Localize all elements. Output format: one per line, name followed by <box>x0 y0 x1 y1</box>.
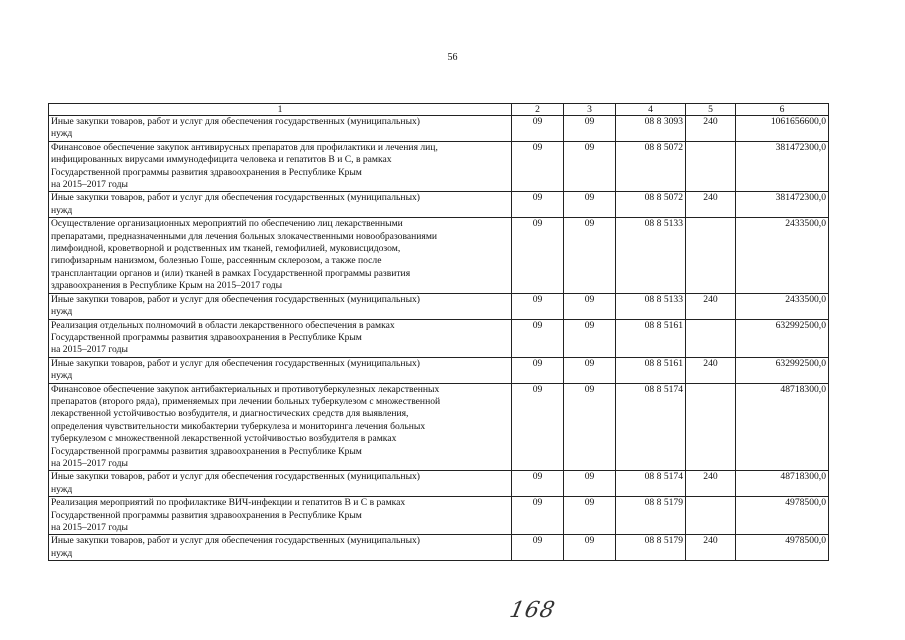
row-target-code: 08 8 5161 <box>616 319 686 357</box>
row-description: Реализация мероприятий по профилактике ВИЧ-инфекции и гепатитов В и С в рамках Государственной программы развития здравоохранения в Республике Крым на 2015–2017 годы <box>49 497 512 535</box>
row-target-code: 08 8 5133 <box>616 293 686 319</box>
row-amount: 381472300,0 <box>736 141 829 192</box>
row-section-code: 09 <box>512 535 564 561</box>
row-expense-type <box>686 319 736 357</box>
row-description: Иные закупки товаров, работ и услуг для обеспечения государственных (муниципальных) нужд <box>49 116 512 142</box>
table-row <box>49 471 829 497</box>
row-amount: 632992500,0 <box>736 357 829 383</box>
row-target-code: 08 8 5174 <box>616 471 686 497</box>
row-section-code: 09 <box>512 218 564 293</box>
row-subsection-code: 09 <box>564 471 616 497</box>
row-subsection-code: 09 <box>564 192 616 218</box>
row-expense-type: 240 <box>686 535 736 561</box>
row-expense-type: 240 <box>686 357 736 383</box>
row-section-code: 09 <box>512 319 564 357</box>
budget-table <box>48 103 829 561</box>
table-row <box>49 535 829 561</box>
row-expense-type <box>686 141 736 192</box>
row-amount: 381472300,0 <box>736 192 829 218</box>
table-row <box>49 116 829 142</box>
row-subsection-code: 09 <box>564 293 616 319</box>
row-amount: 2433500,0 <box>736 293 829 319</box>
row-expense-type: 240 <box>686 192 736 218</box>
row-target-code: 08 8 3093 <box>616 116 686 142</box>
row-section-code: 09 <box>512 357 564 383</box>
table-row <box>49 218 829 293</box>
row-section-code: 09 <box>512 293 564 319</box>
row-target-code: 08 8 5179 <box>616 497 686 535</box>
row-target-code: 08 8 5072 <box>616 192 686 218</box>
row-subsection-code: 09 <box>564 319 616 357</box>
row-section-code: 09 <box>512 497 564 535</box>
header-col-3: 3 <box>564 104 616 116</box>
row-amount: 1061656600,0 <box>736 116 829 142</box>
row-subsection-code: 09 <box>564 357 616 383</box>
table-row <box>49 319 829 357</box>
row-description: Реализация отдельных полномочий в области лекарственного обеспечения в рамках Государственной программы развития здравоохранения в Республике Крым на 2015–2017 годы <box>49 319 512 357</box>
handwritten-page-number: 168 <box>507 598 558 623</box>
row-expense-type: 240 <box>686 116 736 142</box>
row-subsection-code: 09 <box>564 116 616 142</box>
row-subsection-code: 09 <box>564 497 616 535</box>
row-subsection-code: 09 <box>564 141 616 192</box>
header-col-1: 1 <box>49 104 512 116</box>
row-expense-type <box>686 383 736 471</box>
row-amount: 4978500,0 <box>736 497 829 535</box>
row-target-code: 08 8 5174 <box>616 383 686 471</box>
row-target-code: 08 8 5133 <box>616 218 686 293</box>
table-row <box>49 357 829 383</box>
row-amount: 48718300,0 <box>736 383 829 471</box>
row-section-code: 09 <box>512 383 564 471</box>
row-target-code: 08 8 5179 <box>616 535 686 561</box>
row-subsection-code: 09 <box>564 383 616 471</box>
row-amount: 2433500,0 <box>736 218 829 293</box>
row-description: Иные закупки товаров, работ и услуг для обеспечения государственных (муниципальных) нужд <box>49 471 512 497</box>
row-description: Финансовое обеспечение закупок антивирусных препаратов для профилактики и лечения лиц, инфицированных вирусами иммунодефицита человека и гепатитов В и С, в рамках Государственной программы развития здравоохранения в Республике Крым на 2015–2017 годы <box>49 141 512 192</box>
header-col-5: 5 <box>686 104 736 116</box>
row-expense-type: 240 <box>686 293 736 319</box>
table-row <box>49 383 829 471</box>
row-section-code: 09 <box>512 471 564 497</box>
row-description: Иные закупки товаров, работ и услуг для обеспечения государственных (муниципальных) нужд <box>49 192 512 218</box>
row-section-code: 09 <box>512 192 564 218</box>
header-col-4: 4 <box>616 104 686 116</box>
row-expense-type: 240 <box>686 471 736 497</box>
row-description: Финансовое обеспечение закупок антибактериальных и противотуберкулезных лекарственных препаратов (второго ряда), применяемых при лечении больных туберкулезом с множественной лекарственной устойчивостью возбудителя, и диагностических средств для выявления, определения чувствительности микобактерии туберкулеза и мониторинга лечения больных туберкулезом с множественной лекарственной устойчивостью возбудителя в рамках Государственной программы развития здравоохранения в Республике Крым на 2015–2017 годы <box>49 383 512 471</box>
row-amount: 48718300,0 <box>736 471 829 497</box>
row-description: Иные закупки товаров, работ и услуг для обеспечения государственных (муниципальных) нужд <box>49 293 512 319</box>
row-section-code: 09 <box>512 141 564 192</box>
header-row <box>49 104 829 116</box>
row-description: Осуществление организационных мероприятий по обеспечению лиц лекарственными препаратами, предназначенными для лечения больных злокачественными новообразованиями лимфоидной, кроветворной и родственных им тканей, гемофилией, муковисцидозом, гипофизарным нанизмом, болезнью Гоше, рассеянным склерозом, а также после трансплантации органов и (или) тканей в рамках Государственной программы развития здравоохранения в Республике Крым на 2015–2017 годы <box>49 218 512 293</box>
row-target-code: 08 8 5161 <box>616 357 686 383</box>
row-description: Иные закупки товаров, работ и услуг для обеспечения государственных (муниципальных) нужд <box>49 535 512 561</box>
row-subsection-code: 09 <box>564 535 616 561</box>
row-description: Иные закупки товаров, работ и услуг для обеспечения государственных (муниципальных) нужд <box>49 357 512 383</box>
table-row <box>49 192 829 218</box>
row-amount: 632992500,0 <box>736 319 829 357</box>
table-row <box>49 293 829 319</box>
row-amount: 4978500,0 <box>736 535 829 561</box>
row-target-code: 08 8 5072 <box>616 141 686 192</box>
page-number: 56 <box>447 52 458 63</box>
row-subsection-code: 09 <box>564 218 616 293</box>
header-col-2: 2 <box>512 104 564 116</box>
table-row <box>49 141 829 192</box>
row-expense-type <box>686 218 736 293</box>
row-section-code: 09 <box>512 116 564 142</box>
table-row <box>49 497 829 535</box>
header-col-6: 6 <box>736 104 829 116</box>
row-expense-type <box>686 497 736 535</box>
